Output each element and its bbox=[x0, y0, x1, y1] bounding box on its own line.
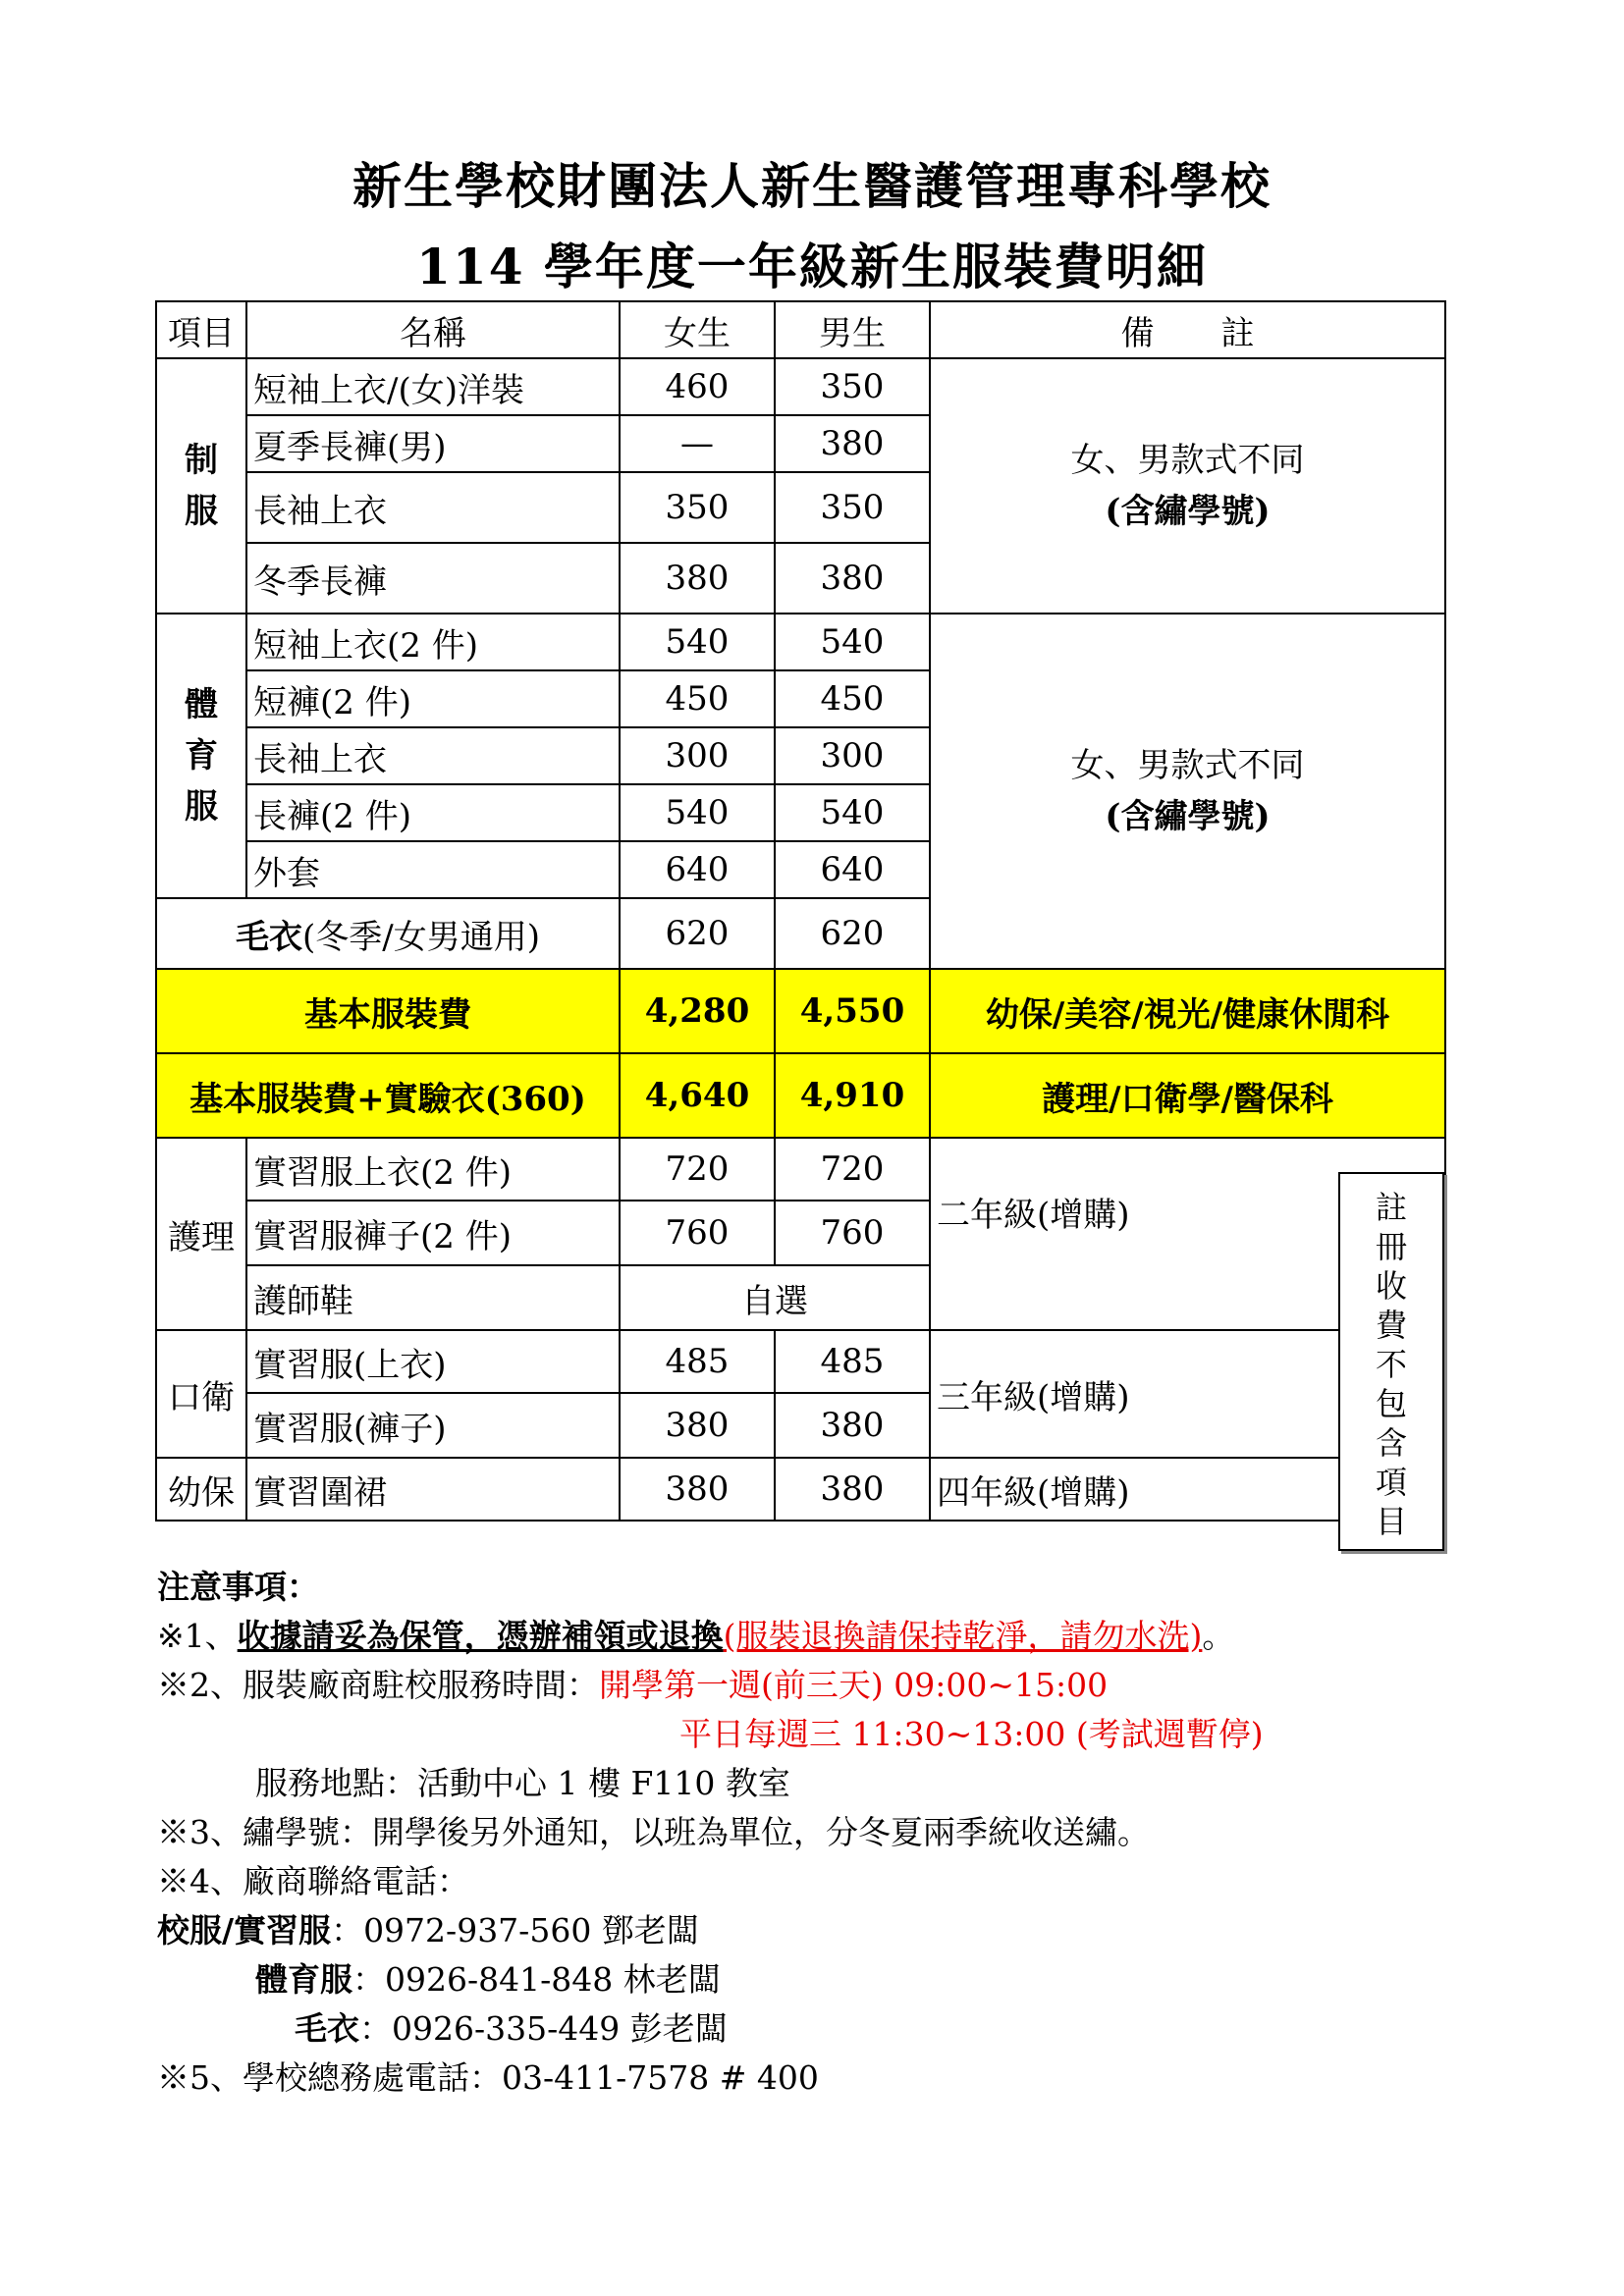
item-name: 實習服上衣(2 件) bbox=[246, 1138, 620, 1201]
dental-remark: 三年級(增購) bbox=[930, 1330, 1445, 1458]
table-row bbox=[156, 1138, 1445, 1201]
document-subtitle: 114 學年度一年級新生服裝費明細 bbox=[416, 238, 1208, 295]
male-price: 350 bbox=[775, 358, 930, 415]
total-row-basic bbox=[156, 969, 1445, 1053]
male-price: 380 bbox=[775, 415, 930, 472]
header-name: 名稱 bbox=[246, 301, 620, 358]
item-name: 外套 bbox=[246, 841, 620, 898]
group-uniform: 制 服 bbox=[156, 358, 246, 614]
shoes-value: 自選 bbox=[620, 1265, 930, 1330]
item-name: 實習圍裙 bbox=[246, 1458, 620, 1521]
female-price: 720 bbox=[620, 1138, 775, 1201]
contact-sweater: 毛衣：0926-335-449 彭老闆 bbox=[295, 2009, 728, 2048]
table-row bbox=[156, 358, 1445, 415]
table-header-row bbox=[156, 301, 1445, 358]
male-price: 300 bbox=[775, 727, 930, 784]
note-5: ※5、學校總務處電話：03-411-7578 # 400 bbox=[157, 2058, 819, 2097]
childcare-remark: 四年級(增購) bbox=[930, 1458, 1445, 1521]
male-price: 350 bbox=[775, 472, 930, 543]
female-price: 380 bbox=[620, 1458, 775, 1521]
item-name: 短褲(2 件) bbox=[246, 670, 620, 727]
total-female: 4,640 bbox=[620, 1053, 775, 1138]
male-price: 620 bbox=[775, 898, 930, 969]
header-remark: 備 註 bbox=[930, 301, 1445, 358]
fee-table bbox=[155, 300, 1446, 1522]
female-price: 540 bbox=[620, 614, 775, 670]
note-2-weekday: 平日每週三 11:30~13:00 (考試週暫停) bbox=[679, 1715, 1264, 1753]
male-price: 720 bbox=[775, 1138, 930, 1201]
female-price: 300 bbox=[620, 727, 775, 784]
note-2: ※2、服裝廠商駐校服務時間：開學第一週(前三天) 09:00~15:00 bbox=[157, 1666, 1109, 1704]
header-item: 項目 bbox=[156, 301, 246, 358]
female-price: 450 bbox=[620, 670, 775, 727]
total-male: 4,550 bbox=[775, 969, 930, 1053]
female-price: 380 bbox=[620, 543, 775, 614]
female-price: — bbox=[620, 415, 775, 472]
female-price: 760 bbox=[620, 1201, 775, 1265]
sweater-name: 毛衣(冬季/女男通用) bbox=[156, 898, 620, 969]
group-dental: 口衛 bbox=[156, 1330, 246, 1458]
note-3: ※3、繡學號：開學後另外通知，以班為單位，分冬夏兩季統收送繡。 bbox=[157, 1813, 1150, 1851]
item-name: 短袖上衣(2 件) bbox=[246, 614, 620, 670]
uniform-remark: 女、男款式不同 (含繡學號) bbox=[930, 358, 1445, 614]
total-remark: 幼保/美容/視光/健康休閒科 bbox=[930, 969, 1445, 1053]
total-name: 基本服裝費 bbox=[156, 969, 620, 1053]
male-price: 380 bbox=[775, 1393, 930, 1458]
item-name: 夏季長褲(男) bbox=[246, 415, 620, 472]
total-name: 基本服裝費+實驗衣(360) bbox=[156, 1053, 620, 1138]
item-name: 實習服(上衣) bbox=[246, 1330, 620, 1393]
nursing-remark: 二年級(增購) bbox=[930, 1138, 1445, 1330]
group-nursing: 護理 bbox=[156, 1138, 246, 1330]
item-name: 實習服(褲子) bbox=[246, 1393, 620, 1458]
male-price: 540 bbox=[775, 784, 930, 841]
item-name: 長袖上衣 bbox=[246, 727, 620, 784]
header-male: 男生 bbox=[775, 301, 930, 358]
female-price: 350 bbox=[620, 472, 775, 543]
header-female: 女生 bbox=[620, 301, 775, 358]
female-price: 380 bbox=[620, 1393, 775, 1458]
total-male: 4,910 bbox=[775, 1053, 930, 1138]
female-price: 485 bbox=[620, 1330, 775, 1393]
table-row bbox=[156, 614, 1445, 670]
note-4: ※4、廠商聯絡電話： bbox=[157, 1862, 469, 1900]
female-price: 460 bbox=[620, 358, 775, 415]
contact-sports: 體育服：0926-841-848 林老闆 bbox=[255, 1960, 721, 1999]
note-1: ※1、收據請妥為保管，憑辦補領或退換(服裝退換請保持乾淨，請勿水洗)。 bbox=[157, 1617, 1235, 1655]
table-row bbox=[156, 1330, 1445, 1393]
group-sports: 體 育 服 bbox=[156, 614, 246, 898]
item-name: 實習服褲子(2 件) bbox=[246, 1201, 620, 1265]
group-childcare: 幼保 bbox=[156, 1458, 246, 1521]
male-price: 450 bbox=[775, 670, 930, 727]
item-name: 冬季長褲 bbox=[246, 543, 620, 614]
total-row-lab bbox=[156, 1053, 1445, 1138]
table-row bbox=[156, 1458, 1445, 1521]
notes-title: 注意事項： bbox=[157, 1568, 319, 1606]
item-name: 護師鞋 bbox=[246, 1265, 620, 1330]
female-price: 640 bbox=[620, 841, 775, 898]
male-price: 380 bbox=[775, 1458, 930, 1521]
item-name: 短袖上衣/(女)洋裝 bbox=[246, 358, 620, 415]
total-remark: 護理/口衛學/醫保科 bbox=[930, 1053, 1445, 1138]
female-price: 540 bbox=[620, 784, 775, 841]
notes-section bbox=[157, 1563, 1492, 2103]
registration-fee-note: 註 冊 收 費 不 包 含 項 目 bbox=[1338, 1172, 1444, 1551]
male-price: 640 bbox=[775, 841, 930, 898]
female-price: 620 bbox=[620, 898, 775, 969]
item-name: 長褲(2 件) bbox=[246, 784, 620, 841]
male-price: 760 bbox=[775, 1201, 930, 1265]
item-name: 長袖上衣 bbox=[246, 472, 620, 543]
male-price: 540 bbox=[775, 614, 930, 670]
male-price: 485 bbox=[775, 1330, 930, 1393]
total-female: 4,280 bbox=[620, 969, 775, 1053]
document-title: 新生學校財團法人新生醫護管理專科學校 bbox=[352, 157, 1272, 215]
sports-remark: 女、男款式不同 (含繡學號) bbox=[930, 614, 1445, 969]
male-price: 380 bbox=[775, 543, 930, 614]
note-2-place: 服務地點：活動中心 1 樓 F110 教室 bbox=[255, 1764, 790, 1802]
contact-uniform: 校服/實習服：0972-937-560 鄧老闆 bbox=[157, 1911, 699, 1949]
